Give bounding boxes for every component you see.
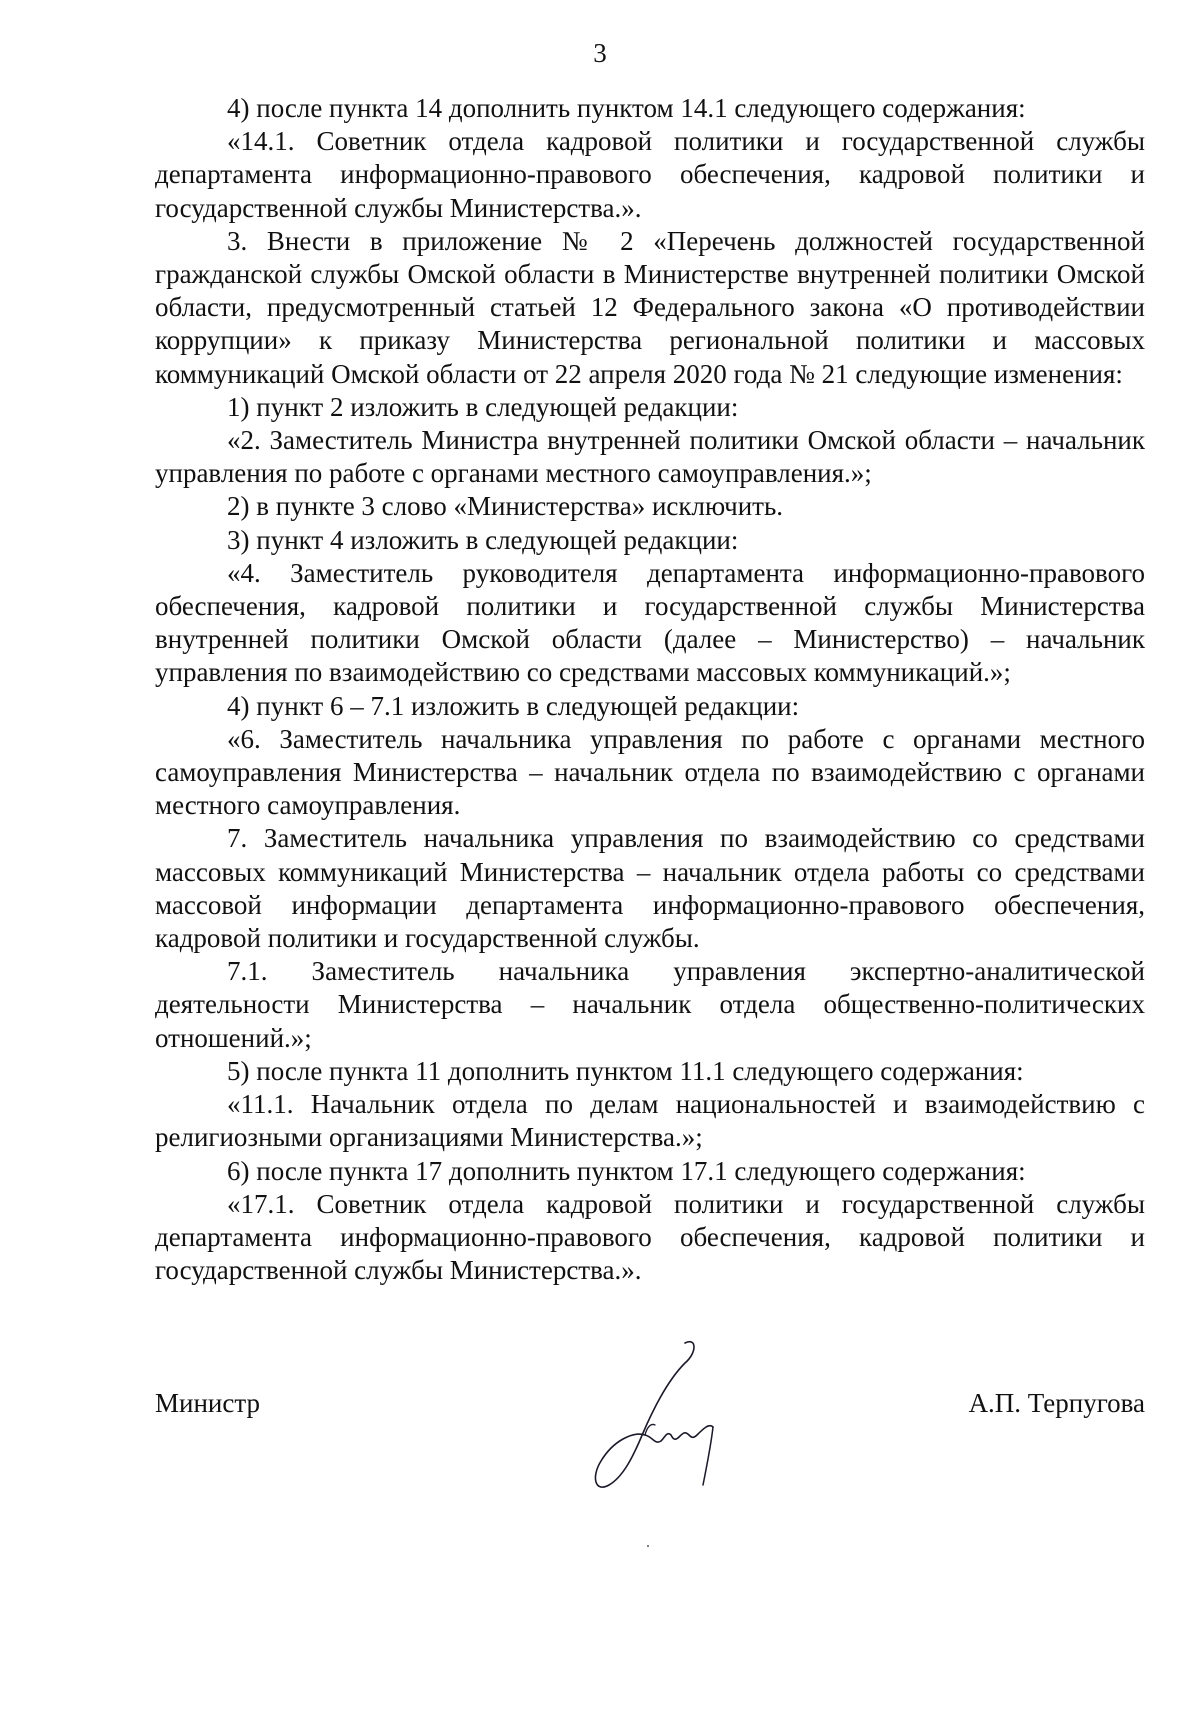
signatory-name: А.П. Терпугова xyxy=(968,1388,1145,1418)
paragraph-item-5: 5) после пункта 11 дополнить пунктом 11.1 следующего содержания: xyxy=(227,1055,1024,1086)
paragraph-quote-4: «4. Заместитель руководителя департамента информационно-правового обеспечения, кадровой политики и государственной службы Министерства внутренней политики Омской области (далее – Министерство) – начальник управления по взаимодействию со средствами массовых коммуникаций.»; xyxy=(155,557,1145,688)
signatory-title: Министр xyxy=(155,1388,260,1418)
paragraph-quote-14-1: «14.1. Советник отдела кадровой политики и государственной службы департамента информационно-правового обеспечения, кадровой политики и государственной службы Министерства.». xyxy=(155,126,1145,223)
paragraph-item-6: 6) после пункта 17 дополнить пунктом 17.1 следующего содержания: xyxy=(227,1155,1026,1186)
paragraph-quote-17-1: «17.1. Советник отдела кадровой политики и государственной службы департамента информационно-правового обеспечения, кадровой политики и государственной службы Министерства.». xyxy=(155,1188,1145,1286)
paragraph-quote-7: 7. Заместитель начальника управления по взаимодействию со средствами массовых коммуникаций Министерства – начальник отдела работы со средствами массовой информации департамента информационно-правового обеспечения, кадровой политики и государственной службы. xyxy=(155,823,1145,954)
paragraph-quote-7-1: 7.1. Заместитель начальника управления экспертно-аналитической деятельности Министерства – начальник отдела общественно-политических отношений.»; xyxy=(155,956,1145,1053)
paragraph-item-4: 4) после пункта 14 дополнить пунктом 14.1 следующего содержания: xyxy=(227,93,1026,123)
page-number: 3 xyxy=(593,38,607,68)
paragraph-quote-2: «2. Заместитель Министра внутренней политики Омской области – начальник управления по работе с органами местного самоуправления.»; xyxy=(155,425,1145,489)
paragraph-item-3: 3) пункт 4 изложить в следующей редакции: xyxy=(227,524,739,555)
paragraph-quote-6: «6. Заместитель начальника управления по работе с органами местного самоуправления Министерства – начальник отдела по взаимодействию с органами местного самоуправления. xyxy=(155,723,1145,821)
paragraph-item-2: 2) в пункте 3 слово «Министерства» исключить. xyxy=(227,491,784,522)
document-body xyxy=(155,92,1145,1287)
scan-speck xyxy=(647,1545,649,1547)
paragraph-item-4b: 4) пункт 6 – 7.1 изложить в следующей редакции: xyxy=(227,690,800,721)
paragraph-item-1: 1) пункт 2 изложить в следующей редакции: xyxy=(227,391,739,422)
handwritten-signature-icon xyxy=(585,1335,760,1510)
paragraph-quote-11-1: «11.1. Начальник отдела по делам национальностей и взаимодействию с религиозными организациями Министерства.»; xyxy=(155,1089,1145,1153)
paragraph-section-3: 3. Внести в приложение № 2 «Перечень должностей государственной гражданской службы Омской области в Министерстве внутренней политики Омской области, предусмотренный статьей 12 Федерального закона «О противодействии коррупции» к приказу Министерства региональной политики и массовых коммуникаций Омской области от 22 апреля 2020 года № 21 следующие изменения: xyxy=(155,225,1145,389)
